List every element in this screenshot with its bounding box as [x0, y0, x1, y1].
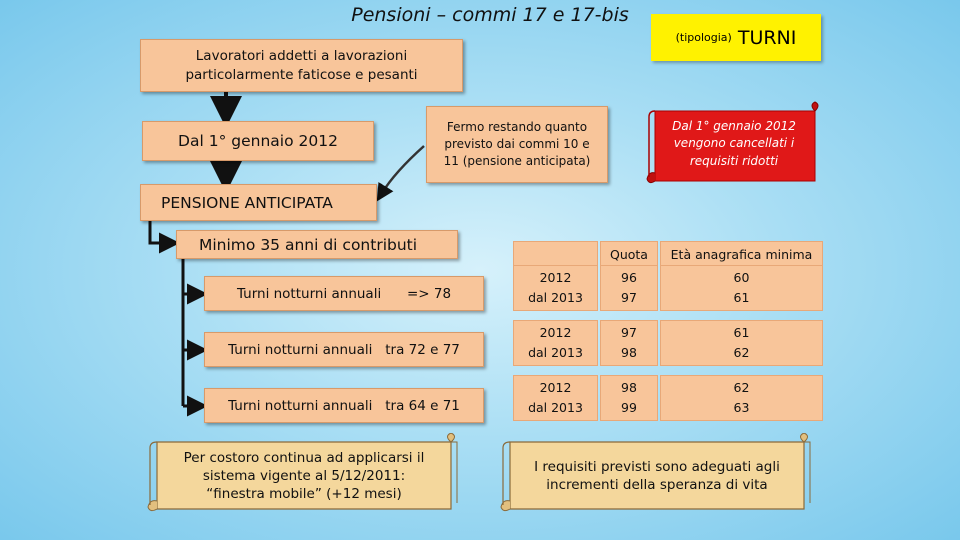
- table-cell-year: dal 2013: [528, 290, 583, 305]
- fermo-line-2: previsto dai commi 10 e: [444, 137, 590, 152]
- table-cell-quota: 97: [621, 325, 637, 340]
- table-row-0-years: [513, 265, 598, 311]
- note-left-line-2: sistema vigente al 5/12/2011:: [202, 467, 406, 484]
- speranza-vita-text: [516, 441, 798, 511]
- fermo-restando-box: [426, 106, 608, 183]
- minimo-contributi-box: Minimo 35 anni di contributi: [176, 230, 458, 259]
- finestra-mobile-scroll: [145, 433, 463, 515]
- table-row-1-quota: [600, 320, 658, 366]
- arrow-fermo-to-pensione: [382, 146, 424, 193]
- table-cell-eta: 62: [733, 380, 750, 395]
- table-row-0-eta: [660, 265, 823, 311]
- table-row-1-years: [513, 320, 598, 366]
- red-note-text: [657, 107, 811, 181]
- arrow-pensione-to-minimo: [150, 221, 168, 243]
- pensione-anticipata-box: PENSIONE ANTICIPATA: [140, 184, 377, 221]
- table-cell-eta: 61: [733, 325, 750, 340]
- speranza-vita-scroll: [498, 433, 816, 515]
- red-note-scroll: [645, 101, 823, 185]
- lavoratori-box: [140, 39, 463, 92]
- table-row-0-quota: [600, 265, 658, 311]
- note-left-line-3: “finestra mobile” (+12 mesi): [206, 486, 402, 503]
- table-row-2-years: [513, 375, 598, 421]
- tipologia-turni-badge: [651, 14, 821, 61]
- table-cell-quota: 98: [621, 380, 637, 395]
- tipologia-label: (tipologia): [675, 31, 732, 44]
- table-cell-eta: 60: [733, 270, 750, 285]
- finestra-mobile-text: [163, 441, 445, 511]
- table-cell-quota: 99: [621, 400, 637, 415]
- note-right-line-2: incrementi della speranza di vita: [546, 477, 768, 493]
- table-header-year: [513, 241, 598, 268]
- table-cell-year: 2012: [539, 325, 572, 340]
- note-right-line-1: I requisiti previsti sono adeguati agli: [534, 458, 780, 475]
- table-cell-eta: 61: [733, 290, 750, 305]
- red-note-line-2: vengono cancellati i: [673, 136, 795, 151]
- dal-2012-box: Dal 1° gennaio 2012: [142, 121, 374, 161]
- turni-box-72-77: Turni notturni annuali tra 72 e 77: [204, 332, 484, 367]
- red-note-line-1: Dal 1° gennaio 2012: [672, 118, 796, 133]
- turni-box-64-71: Turni notturni annuali tra 64 e 71: [204, 388, 484, 423]
- table-row-2-eta: [660, 375, 823, 421]
- table-cell-year: dal 2013: [528, 345, 583, 360]
- table-header-eta: Età anagrafica minima: [660, 241, 823, 268]
- note-left-line-1: Per costoro continua ad applicarsi il: [183, 449, 425, 466]
- fermo-line-1: Fermo restando quanto: [446, 120, 588, 135]
- requisiti-table: [513, 241, 823, 421]
- table-cell-year: 2012: [539, 380, 572, 395]
- table-cell-year: dal 2013: [528, 400, 583, 415]
- table-cell-quota: 98: [621, 345, 637, 360]
- table-cell-quota: 96: [621, 270, 637, 285]
- red-note-line-3: requisiti ridotti: [689, 153, 779, 168]
- turni-box-78: Turni notturni annuali => 78: [204, 276, 484, 311]
- table-row-1-eta: [660, 320, 823, 366]
- fermo-line-3: 11 (pensione anticipata): [443, 153, 591, 168]
- page-title: Pensioni – commi 17 e 17-bis: [351, 4, 629, 26]
- table-cell-eta: 63: [733, 400, 750, 415]
- table-cell-quota: 97: [621, 290, 637, 305]
- table-header-quota: Quota: [600, 241, 658, 268]
- lavoratori-line-2: particolarmente faticose e pesanti: [185, 66, 418, 83]
- table-row-2-quota: [600, 375, 658, 421]
- lavoratori-line-1: Lavoratori addetti a lavorazioni: [195, 48, 408, 65]
- turni-label: TURNI: [737, 26, 797, 49]
- table-cell-year: 2012: [539, 270, 572, 285]
- table-cell-eta: 62: [733, 345, 750, 360]
